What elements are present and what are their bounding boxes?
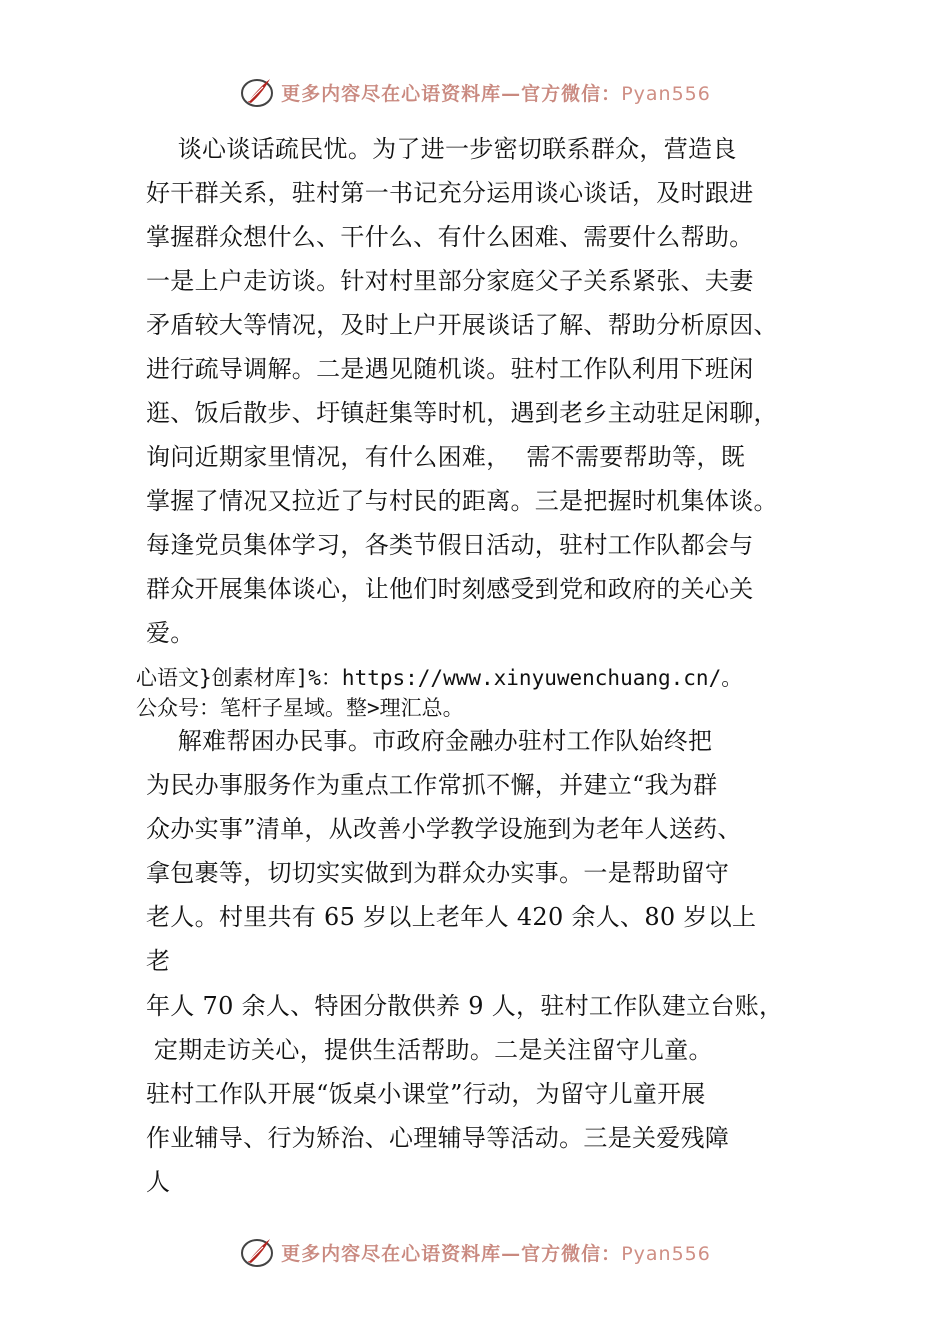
text-line: 掌握了情况又拉近了与村民的距离。三是把握时机集体谈。 (146, 487, 778, 515)
text-line: 人 (146, 1168, 171, 1196)
text-line: 众办实事”清单，从改善小学教学设施到为老年人送药、 (146, 815, 742, 843)
quill-logo-icon (239, 74, 275, 110)
text-line: 老 (146, 947, 171, 975)
text-line: 爱。 (146, 619, 195, 647)
text-line: 矛盾较大等情况，及时上户开展谈话了解、帮助分析原因、 (146, 311, 778, 339)
text-line: 询问近期家里情况，有什么困难， 需不需要帮助等，既 (146, 443, 746, 471)
text-line: 群众开展集体谈心，让他们时刻感受到党和政府的关心关 (146, 575, 754, 603)
text-line: 每逢党员集体学习，各类节假日活动，驻村工作队都会与 (146, 531, 754, 559)
footer-banner (0, 1232, 950, 1272)
text-line: 老人。村里共有 65 岁以上老年人 420 余人、80 岁以上 (146, 903, 757, 931)
text-line: 驻村工作队开展“饭桌小课堂”行动，为留守儿童开展 (146, 1080, 706, 1108)
text-line: 一是上户走访谈。针对村里部分家庭父子关系紧张、夫妻 (146, 267, 754, 295)
text-line: 进行疏导调解。二是遇见随机谈。驻村工作队利用下班闲 (146, 355, 754, 383)
source-account-line: 公众号：笔杆子星域。整>理汇总。 (136, 696, 464, 720)
text-line: 作业辅导、行为矫治、心理辅导等活动。三是关爱残障 (146, 1124, 730, 1152)
text-line: 好干群关系，驻村第一书记充分运用谈心谈话，及时跟进 (146, 179, 754, 207)
header-text: 更多内容尽在心语资料库—官方微信：Pyan556 (281, 82, 711, 105)
text-line: 解难帮困办民事。市政府金融办驻村工作队始终把 (146, 727, 713, 755)
text-line: 拿包裹等，切切实实做到为群众办实事。一是帮助留守 (146, 859, 730, 887)
quill-logo-icon (239, 1234, 275, 1270)
text-line: 定期走访关心，提供生活帮助。二是关注留守儿童。 (146, 1036, 713, 1064)
source-url-line: 心语文}创素材库]%：https://www.xinyuwenchuang.cn/。 (136, 666, 743, 690)
text-line: 掌握群众想什么、干什么、有什么困难、需要什么帮助。 (146, 223, 754, 251)
text-line: 谈心谈话疏民忧。为了进一步密切联系群众，营造良 (146, 135, 737, 163)
text-line: 年人 70 余人、特困分散供养 9 人，驻村工作队建立台账， (146, 992, 784, 1020)
footer-text: 更多内容尽在心语资料库—官方微信：Pyan556 (281, 1242, 711, 1265)
text-line: 逛、饭后散步、圩镇赶集等时机，遇到老乡主动驻足闲聊， (146, 399, 778, 427)
header-banner (0, 72, 950, 112)
text-line: 为民办事服务作为重点工作常抓不懈，并建立“我为群 (146, 771, 718, 799)
